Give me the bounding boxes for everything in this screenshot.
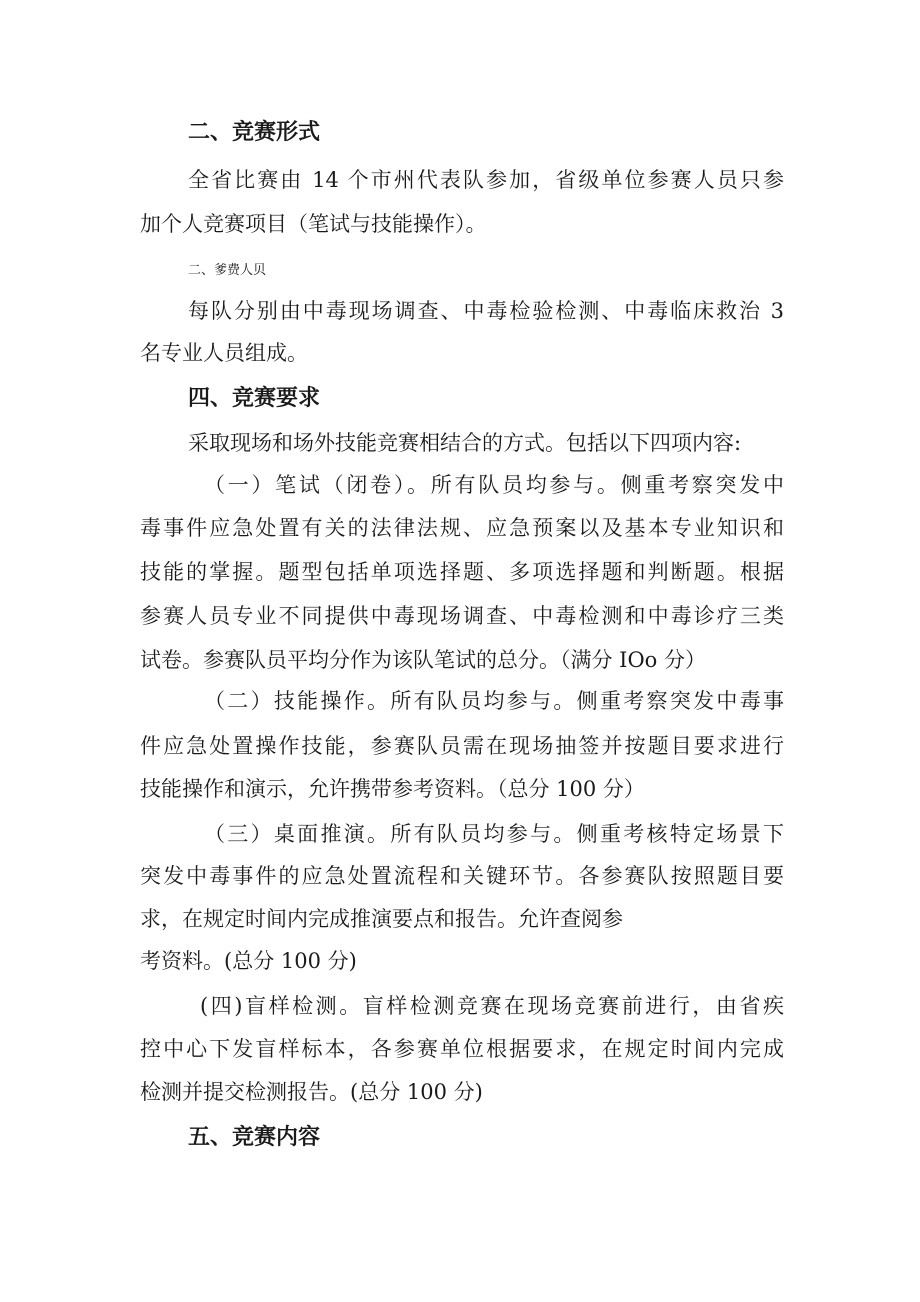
paragraph-line: （二）技能操作。所有队员均参与。侧重考察突发中毒事 bbox=[204, 689, 784, 713]
paragraph-line: 件应急处置操作技能，参赛队员需在现场抽签并按题目要求进行 bbox=[140, 734, 784, 758]
paragraph-line: 毒事件应急处置有关的法律法规、应急预案以及基本专业知识和 bbox=[140, 516, 784, 540]
paragraph-line: （一）笔试（闭卷）。所有队员均参与。侧重考察突发中 bbox=[204, 473, 784, 497]
paragraph-line: 参赛人员专业不同提供中毒现场调查、中毒检测和中毒诊疗三类 bbox=[140, 604, 784, 628]
paragraph-line: 试卷。参赛队员平均分作为该队笔试的总分。（满分 IOo 分） bbox=[140, 648, 707, 672]
paragraph-line: （三）桌面推演。所有队员均参与。侧重考核特定场景下 bbox=[204, 822, 784, 846]
paragraph-line: 采取现场和场外技能竞赛相结合的方式。包括以下四项内容: bbox=[188, 431, 742, 455]
paragraph-line: 技能的掌握。题型包括单项选择题、多项选择题和判断题。根据 bbox=[140, 560, 784, 584]
section-heading-competition-requirements: 四、竞赛要求 bbox=[188, 386, 321, 411]
paragraph-line: 检测并提交检测报告。(总分 100 分) bbox=[140, 1080, 483, 1104]
section-heading-participants: 二、爹费人贝 bbox=[188, 263, 267, 278]
paragraph-line: 突发中毒事件的应急处置流程和关键环节。各参赛队按照题目要 bbox=[140, 864, 784, 888]
paragraph-line: 求，在规定时间内完成推演要点和报告。允许查阅参 bbox=[140, 907, 623, 931]
paragraph-line: 控中心下发盲样标本，各参赛单位根据要求，在规定时间内完成 bbox=[140, 1037, 784, 1061]
paragraph-line: 每队分别由中毒现场调查、中毒检验检测、中毒临床救治 3 bbox=[188, 299, 784, 323]
paragraph-line: 技能操作和演示，允许携带参考资料。（总分 100 分） bbox=[140, 777, 645, 801]
paragraph-line: 全省比赛由 14 个市州代表队参加，省级单位参赛人员只参 bbox=[188, 168, 784, 192]
paragraph-line: 名专业人员组成。 bbox=[140, 341, 308, 365]
section-heading-competition-content: 五、竞赛内容 bbox=[188, 1125, 321, 1150]
section-heading-competition-format: 二、竞赛形式 bbox=[188, 120, 321, 145]
paragraph-line: (四)盲样检测。盲样检测竞赛在现场竞赛前进行，由省疾 bbox=[200, 994, 784, 1018]
paragraph-line: 考资料。(总分 100 分) bbox=[140, 949, 357, 973]
paragraph-line: 加个人竞赛项目（笔试与技能操作）。 bbox=[140, 212, 487, 236]
